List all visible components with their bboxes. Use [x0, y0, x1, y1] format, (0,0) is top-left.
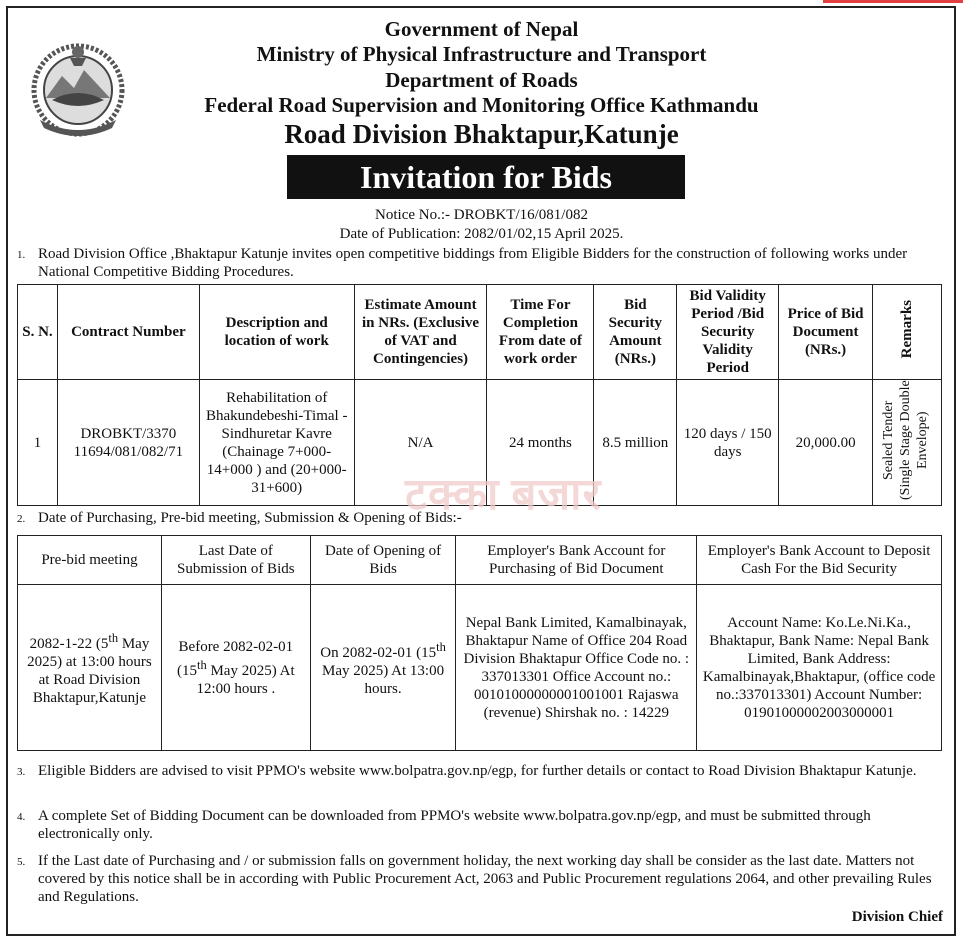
point-4 [17, 807, 947, 843]
table-row [18, 585, 942, 751]
header-sn: S. N. [18, 285, 58, 380]
header-contract: Contract Number [57, 285, 199, 380]
org-office: Federal Road Supervision and Monitoring Office Kathmandu [204, 93, 759, 117]
submission-part-b: May 2025) At 12:00 hours . [196, 662, 295, 697]
cell-estimate: N/A [354, 380, 487, 506]
cell-purchase-account: Nepal Bank Limited, Kamalbinayak, Bhaktapur Name of Office 204 Road Division Bhaktapur Office Code no. : 337013301 Office Account no.: 00101000000001001001 Rajaswa (revenue) Shirshak no. : 14229 [456, 585, 697, 751]
header-remarks-cell [873, 285, 942, 380]
cell-sn: 1 [18, 380, 58, 506]
cell-validity: 120 days / 150 days [677, 380, 779, 506]
cell-price: 20,000.00 [779, 380, 873, 506]
header-price: Price of Bid Document (NRs.) [779, 285, 873, 380]
cell-opening [310, 585, 456, 751]
header-purchase-account: Employer's Bank Account for Purchasing of Bid Document [456, 536, 697, 585]
cell-remarks [873, 380, 942, 506]
cell-deposit-account: Account Name: Ko.Le.Ni.Ka., Bhaktapur, Bank Name: Nepal Bank Limited, Bank Address: Kamalbinayak,Bhaktapur, (office code no.:337013301) Account Number: 01901000002003000001 [697, 585, 942, 751]
header-opening: Date of Opening of Bids [310, 536, 456, 585]
cell-completion: 24 months [487, 380, 594, 506]
signature-division-chief: Division Chief [851, 909, 943, 925]
section-2-number: 2. [17, 513, 26, 525]
section-2-text: Date of Purchasing, Pre-bid meeting, Submission & Opening of Bids:- [38, 510, 462, 526]
header-remarks: Remarks [899, 300, 915, 359]
notice-number: Notice No.:- DROBKT/16/081/082 [375, 207, 588, 223]
point-3-text: Eligible Bidders are advised to visit PPMO's website www.bolpatra.gov.np/egp, for further details or contact to Road Division Bhaktapur Katunje. [38, 763, 917, 779]
cell-bid-security: 8.5 million [594, 380, 677, 506]
opening-part-b: May 2025) At 13:00 hours. [322, 662, 445, 697]
top-accent-line [823, 0, 963, 3]
submission-part-a: Before 2082-02-01 (15 [176, 638, 294, 679]
header-validity: Bid Validity Period /Bid Security Validity Period [677, 285, 779, 380]
table-header-row [18, 536, 942, 585]
prebid-part-a: 2082-1-22 (5 [29, 635, 109, 652]
table-header-row [18, 285, 942, 380]
org-government: Government of Nepal [384, 17, 579, 41]
header-submission: Last Date of Submission of Bids [161, 536, 310, 585]
org-ministry: Ministry of Physical Infrastructure and Transport [256, 42, 707, 66]
opening-part-a: On 2082-02-01 (15 [320, 644, 437, 661]
org-department: Department of Roads [385, 68, 578, 92]
cell-submission [161, 585, 310, 751]
publication-date: Date of Publication: 2082/01/02,15 April 2025. [339, 226, 624, 242]
remarks-text: Sealed Tender (Single Stage Double Envelope) [881, 380, 930, 500]
header-completion: Time For Completion From date of work order [487, 285, 594, 380]
cell-contract: DROBKT/3370 11694/081/082/71 [57, 380, 199, 506]
header-prebid: Pre-bid meeting [18, 536, 162, 585]
header-description: Description and location of work [199, 285, 354, 380]
header-deposit-account: Employer's Bank Account to Deposit Cash For the Bid Security [697, 536, 942, 585]
prebid-part-b: May 2025) at 13:00 hours at Road Division Bhaktapur,Katunje [27, 635, 152, 706]
org-division: Road Division Bhaktapur,Katunje [284, 119, 679, 149]
point-4-number: 4. [17, 811, 26, 823]
intro-text: Road Division Office ,Bhaktapur Katunje invites open competitive biddings from Eligible Bidders for the construction of following works under National Competitive Bidding Procedures. [38, 246, 908, 280]
submission-superscript: th [196, 657, 207, 672]
point-5-text: If the Last date of Purchasing and / or submission falls on government holiday, the next working day shall be consider as the last date. Matters not covered by this notice shall be in according with Public Procurement Act, 2063 and Public Procurement regulations 2064, and other prevailing Rules and Regulations. [38, 853, 932, 905]
prebid-superscript: th [108, 630, 119, 645]
intro-number: 1. [17, 249, 26, 261]
opening-superscript: th [436, 639, 446, 654]
point-3 [17, 762, 947, 780]
point-3-number: 3. [17, 766, 26, 778]
section-2-heading [17, 509, 947, 527]
header-bid-security: Bid Security Amount (NRs.) [594, 285, 677, 380]
cell-prebid [18, 585, 162, 751]
point-5 [17, 852, 947, 906]
header-estimate: Estimate Amount in NRs. (Exclusive of VAT and Contingencies) [354, 285, 487, 380]
point-5-number: 5. [17, 856, 26, 868]
page-title: Invitation for Bids [287, 155, 685, 199]
schedule-table [17, 535, 942, 751]
point-4-text: A complete Set of Bidding Document can be downloaded from PPMO's website www.bolpatra.gov.np/egp, and must be submitted through electronically only. [38, 808, 871, 842]
cell-description: Rehabilitation of Bhakundebeshi-Timal -Sindhuretar Kavre (Chainage 7+000-14+000 ) and (20+000-31+600) [199, 380, 354, 506]
intro-paragraph [17, 245, 947, 281]
watermark: टक्का बजार [405, 470, 602, 519]
